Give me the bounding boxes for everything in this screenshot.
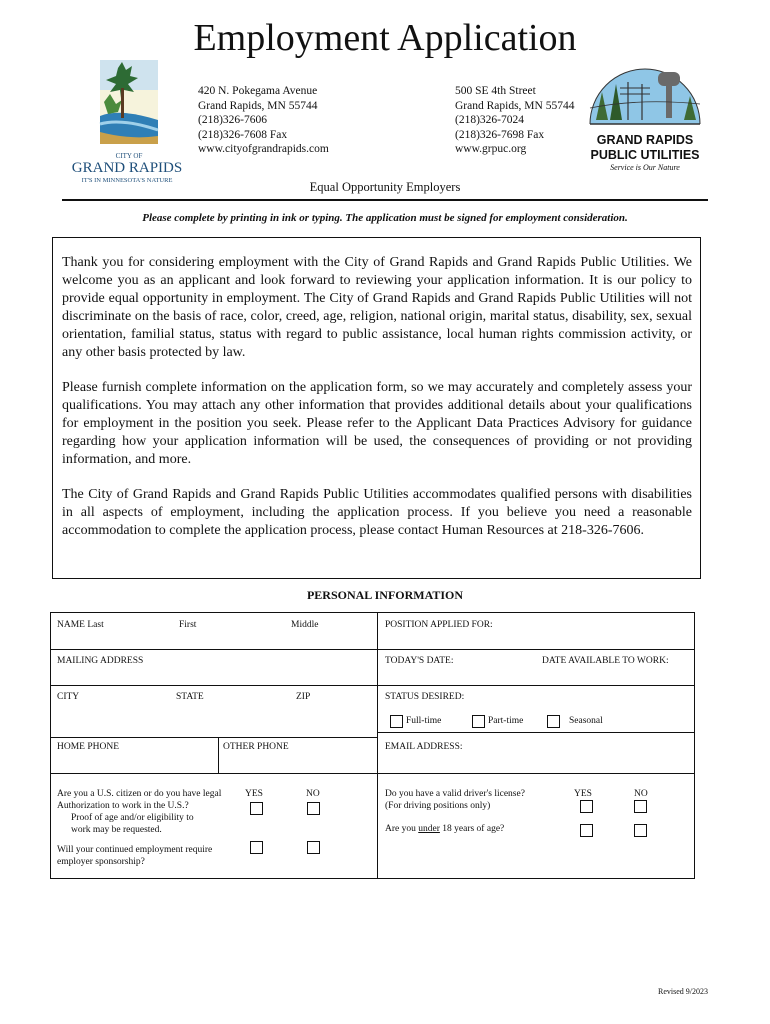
license-no-label: NO [634, 789, 648, 799]
personal-info-form [50, 612, 695, 879]
gpu-logo-tagline: Service is Our Nature [610, 163, 680, 172]
gpu-logo [580, 62, 710, 174]
page-title: Employment Application [193, 17, 577, 59]
form-row-divider [51, 685, 694, 686]
revision-date: Revised 9/2023 [658, 987, 708, 996]
city-fax: (218)326-7608 Fax [198, 128, 288, 141]
date-available-label: DATE AVAILABLE TO WORK: [542, 656, 669, 666]
todays-date-label: TODAY'S DATE: [385, 656, 454, 666]
under18-no-checkbox[interactable] [634, 824, 647, 837]
form-row-divider [51, 649, 694, 650]
fulltime-label: Full-time [406, 716, 442, 726]
seasonal-checkbox[interactable] [547, 715, 560, 728]
citizen-question-line2: Authorization to work in the U.S.? [57, 801, 189, 811]
under18-question-prefix: Are you [385, 824, 419, 834]
license-yes-label: YES [574, 789, 592, 799]
mailing-address-label: MAILING ADDRESS [57, 656, 144, 666]
sponsor-question-line1: Will your continued employment require [57, 845, 213, 855]
parttime-checkbox[interactable] [472, 715, 485, 728]
status-desired-label: STATUS DESIRED: [385, 692, 465, 702]
name-middle-label: Middle [291, 620, 319, 630]
utility-phone: (218)326-7024 [455, 114, 524, 126]
license-yes-checkbox[interactable] [580, 800, 593, 813]
utility-fax: (218)326-7698 Fax [455, 128, 545, 141]
intro-paragraph-1: Thank you for considering employment with the City of Grand Rapids and Grand Rapids Public Utilities. We welcome you as an applicant and look forward to reviewing your application information. It is our policy to provide equal opportunity in employment. The City of Grand Rapids and Grand Rapids Public Utilities will not discriminate on the basis of race, color, creed, age, religion, national origin, marital status, disability, sex, sexual orientation, familial status, status with regard to public assistance, local human rights commission activity, or any other basis protected by law. [62, 255, 692, 360]
citizen-note-line1: Proof of age and/or eligibility to [71, 813, 194, 823]
city-address-citystate: Grand Rapids, MN 55744 [198, 99, 318, 112]
form-column-divider [218, 737, 219, 773]
gpu-logo-line2: PUBLIC UTILITIES [590, 148, 700, 162]
city-address-street: 420 N. Pokegama Avenue [198, 85, 318, 97]
citizen-yes-checkbox[interactable] [250, 802, 263, 815]
city-logo-name: GRAND RAPIDS [71, 160, 183, 176]
citizen-no-checkbox[interactable] [307, 802, 320, 815]
instruction-note: Please complete by printing in ink or typing. The application must be signed for employment consideration. [142, 212, 628, 224]
citizen-yes-label: YES [245, 789, 263, 799]
under18-question [385, 823, 504, 835]
name-last-label: NAME Last [57, 620, 104, 630]
form-row-divider [51, 773, 694, 774]
intro-box [52, 237, 701, 579]
eoe-statement: Equal Opportunity Employers [309, 180, 461, 194]
under18-yes-checkbox[interactable] [580, 824, 593, 837]
city-logo-tagline: IT'S IN MINNESOTA'S NATURE [81, 177, 173, 184]
gpu-logo-line1: GRAND RAPIDS [596, 133, 694, 147]
utility-website: www.grpuc.org [455, 143, 527, 155]
citizen-no-label: NO [306, 789, 320, 799]
under18-question-suffix: 18 years of age? [439, 824, 505, 834]
under18-question-underlined: under [418, 824, 440, 834]
city-website: www.cityofgrandrapids.com [198, 143, 329, 155]
intro-paragraph-3: The City of Grand Rapids and Grand Rapids Public Utilities accommodates qualified persons with disabilities in all aspects of employment, including the application process. If you believe you need a reasonable accommodation to complete the application process, please contact Human Resources at 218-326-7606. [62, 487, 692, 538]
citizen-note-line2: work may be requested. [71, 825, 162, 835]
city-logo [60, 58, 194, 188]
position-label: POSITION APPLIED FOR: [385, 620, 493, 630]
license-note: (For driving positions only) [385, 801, 491, 811]
other-phone-label: OTHER PHONE [223, 742, 289, 752]
city-label: CITY [57, 692, 80, 702]
seasonal-label: Seasonal [569, 716, 603, 726]
sponsor-question-line2: employer sponsorship? [57, 857, 145, 867]
name-first-label: First [179, 620, 197, 630]
section-title-personal: PERSONAL INFORMATION [306, 588, 464, 602]
utility-address [455, 84, 574, 157]
form-row-divider [51, 737, 377, 738]
state-label: STATE [176, 692, 204, 702]
sponsor-no-checkbox[interactable] [307, 841, 320, 854]
home-phone-label: HOME PHONE [57, 742, 120, 752]
city-phone: (218)326-7606 [198, 114, 267, 126]
citizen-question-line1: Are you a U.S. citizen or do you have legal [57, 789, 222, 799]
intro-paragraph-2: Please furnish complete information on the application form, so we may accurately and completely assess your qualifications. You may attach any other information that provides additional details about your qualifications for employment in the position you seek. Please refer to the Applicant Data Practices Advisory for guidance regarding how your application information will be used, the consequences of providing or not providing information, and more. [62, 380, 692, 467]
license-question: Do you have a valid driver's license? [385, 789, 525, 799]
email-label: EMAIL ADDRESS: [385, 742, 463, 752]
parttime-label: Part-time [488, 716, 524, 726]
fulltime-checkbox[interactable] [390, 715, 403, 728]
city-logo-small-text: CITY OF [115, 152, 143, 160]
form-row-divider [377, 732, 694, 733]
utility-address-citystate: Grand Rapids, MN 55744 [455, 99, 575, 112]
form-column-divider [377, 613, 378, 879]
sponsor-yes-checkbox[interactable] [250, 841, 263, 854]
zip-label: ZIP [296, 692, 311, 702]
utility-address-street: 500 SE 4th Street [455, 85, 536, 97]
city-address [198, 84, 329, 157]
gpu-logo-graphic [580, 62, 710, 174]
license-no-checkbox[interactable] [634, 800, 647, 813]
header-divider [62, 199, 708, 201]
city-logo-graphic [60, 58, 194, 188]
